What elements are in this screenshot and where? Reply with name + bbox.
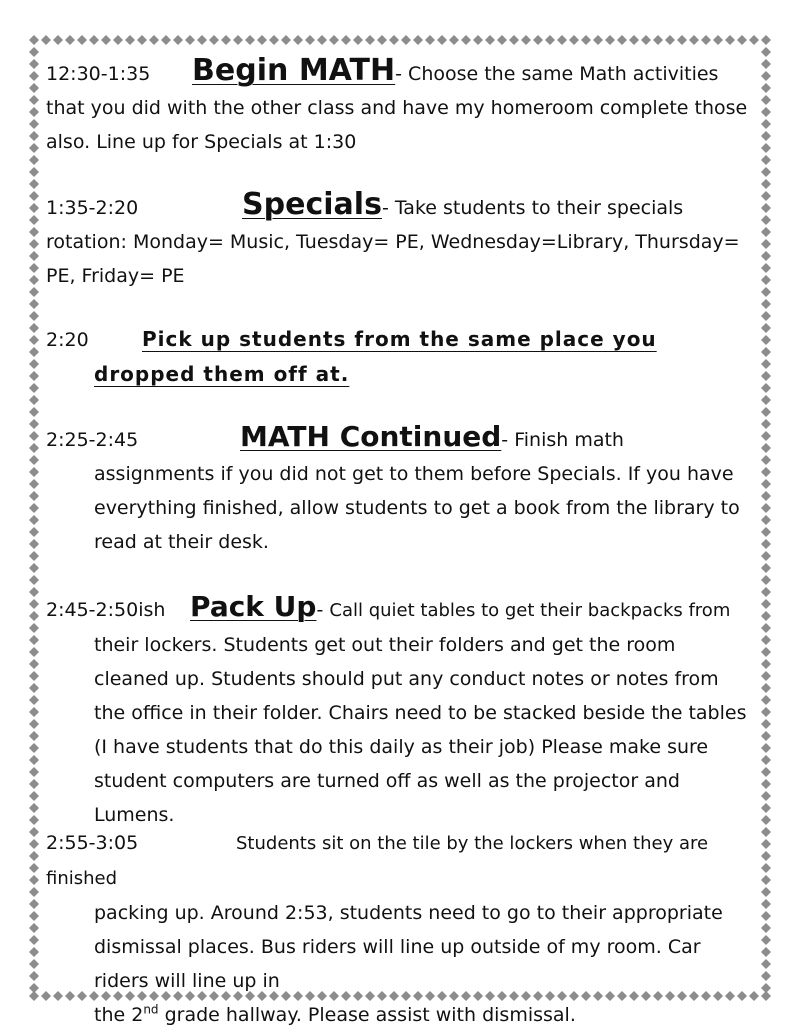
- border-diamond: [29, 407, 39, 417]
- border-diamond: [29, 623, 39, 633]
- entry-text-continued: assignments if you did not get to them before Specials. If you have everything finished, allow students to get a book from the library to read at their desk.: [94, 463, 740, 553]
- border-diamond: [761, 971, 771, 981]
- entry-text-continued: packing up. Around 2:53, students need to go to their appropriate dismissal places. Bus riders will line up outside of my room. Car riders will line up in: [94, 902, 723, 992]
- border-diamond: [761, 803, 771, 813]
- border-diamond: [401, 35, 411, 45]
- border-diamond: [497, 35, 507, 45]
- border-diamond: [761, 287, 771, 297]
- border-diamond: [29, 239, 39, 249]
- border-diamond: [29, 119, 39, 129]
- border-diamond: [29, 791, 39, 801]
- border-diamond: [29, 455, 39, 465]
- border-diamond: [29, 59, 39, 69]
- border-diamond: [761, 599, 771, 609]
- entry-text: Call quiet tables to get their backpacks from: [329, 600, 731, 621]
- border-diamond: [761, 71, 771, 81]
- border-diamond: [29, 851, 39, 861]
- border-diamond: [761, 827, 771, 837]
- border-diamond: [365, 35, 375, 45]
- border-diamond: [377, 35, 387, 45]
- border-diamond: [521, 35, 531, 45]
- border-diamond: [329, 35, 339, 45]
- border-diamond: [761, 323, 771, 333]
- border-diamond: [557, 35, 567, 45]
- border-diamond: [581, 35, 591, 45]
- border-diamond: [233, 35, 243, 45]
- border-diamond: [29, 887, 39, 897]
- border-diamond: [221, 35, 231, 45]
- border-diamond: [29, 287, 39, 297]
- border-diamond: [29, 443, 39, 453]
- border-diamond: [29, 575, 39, 585]
- border-diamond: [29, 779, 39, 789]
- border-diamond: [761, 95, 771, 105]
- border-diamond: [689, 35, 699, 45]
- border-diamond: [113, 35, 123, 45]
- border-diamond: [29, 875, 39, 885]
- border-diamond: [29, 419, 39, 429]
- border-diamond: [761, 959, 771, 969]
- border-diamond: [761, 575, 771, 585]
- border-diamond: [761, 659, 771, 669]
- border-diamond: [29, 251, 39, 261]
- border-diamond: [29, 659, 39, 669]
- border-diamond: [425, 35, 435, 45]
- border-diamond: [761, 119, 771, 129]
- entry-text-end-pre: the 2: [94, 1004, 144, 1026]
- entry-text: Students sit on the tile by the lockers when they are finished: [46, 833, 709, 889]
- border-diamond: [461, 35, 471, 45]
- border-diamond: [761, 683, 771, 693]
- border-diamond: [761, 395, 771, 405]
- entry-heading: MATH Continued: [240, 420, 502, 453]
- entry-dash: -: [381, 197, 389, 219]
- border-diamond: [29, 947, 39, 957]
- border-diamond: [761, 131, 771, 141]
- border-diamond: [209, 35, 219, 45]
- border-diamond: [29, 167, 39, 177]
- border-diamond: [65, 35, 75, 45]
- border-diamond: [29, 671, 39, 681]
- border-diamond: [149, 35, 159, 45]
- border-diamond: [761, 335, 771, 345]
- border-diamond: [605, 35, 615, 45]
- border-diamond: [761, 371, 771, 381]
- border-diamond: [761, 815, 771, 825]
- border-diamond: [269, 35, 279, 45]
- border-diamond: [761, 383, 771, 393]
- border-diamond: [29, 383, 39, 393]
- border-diamond: [641, 35, 651, 45]
- border-diamond: [161, 35, 171, 45]
- border-diamond: [761, 515, 771, 525]
- border-diamond: [749, 35, 759, 45]
- entry-text-end: [46, 998, 754, 1032]
- border-diamond: [761, 635, 771, 645]
- border-diamond: [761, 47, 771, 57]
- entry-time: 2:25-2:45: [46, 429, 139, 451]
- border-diamond: [281, 35, 291, 45]
- border-diamond: [29, 731, 39, 741]
- border-diamond: [701, 35, 711, 45]
- border-diamond: [761, 215, 771, 225]
- border-diamond: [29, 911, 39, 921]
- border-diamond: [29, 959, 39, 969]
- border-diamond: [29, 635, 39, 645]
- border-diamond: [29, 719, 39, 729]
- border-diamond: [29, 335, 39, 345]
- border-diamond: [341, 35, 351, 45]
- border-diamond: [29, 347, 39, 357]
- border-diamond: [29, 767, 39, 777]
- border-diamond: [761, 779, 771, 789]
- border-diamond: [761, 767, 771, 777]
- entry-dash: -: [501, 429, 509, 451]
- border-diamond: [509, 35, 519, 45]
- border-diamond: [761, 227, 771, 237]
- border-diamond: [761, 59, 771, 69]
- border-diamond: [29, 323, 39, 333]
- entry-text-continued: their lockers. Students get out their folders and get the room cleaned up. Students should put any conduct notes or notes from the office in their folder. Chairs need to be stacked beside the tables (I have students that do this daily as their job) Please make sure student computers are turned off as well as the projector and Lumens.: [94, 634, 747, 826]
- border-diamond: [29, 503, 39, 513]
- entry-text: Finish math: [514, 429, 624, 451]
- border-diamond: [437, 35, 447, 45]
- border-diamond: [761, 863, 771, 873]
- border-diamond: [761, 647, 771, 657]
- border-diamond: [89, 35, 99, 45]
- schedule-entry-pickup: [46, 322, 754, 392]
- border-diamond: [449, 35, 459, 45]
- border-diamond: [173, 35, 183, 45]
- entry-heading: Pack Up: [190, 590, 317, 623]
- border-diamond: [29, 527, 39, 537]
- border-diamond: [29, 539, 39, 549]
- border-diamond: [761, 983, 771, 993]
- entry-time: 1:35-2:20: [46, 197, 139, 219]
- border-diamond: [77, 35, 87, 45]
- border-diamond: [29, 551, 39, 561]
- border-diamond: [29, 707, 39, 717]
- border-diamond: [29, 971, 39, 981]
- border-diamond: [29, 275, 39, 285]
- border-diamond: [761, 263, 771, 273]
- border-diamond: [761, 299, 771, 309]
- border-diamond: [761, 407, 771, 417]
- border-diamond: [29, 191, 39, 201]
- border-diamond: [761, 911, 771, 921]
- border-diamond: [29, 95, 39, 105]
- border-diamond: [569, 35, 579, 45]
- border-diamond: [29, 815, 39, 825]
- border-diamond: [29, 215, 39, 225]
- border-diamond: [29, 563, 39, 573]
- border-diamond: [617, 35, 627, 45]
- border-diamond: [29, 35, 39, 45]
- border-diamond: [761, 887, 771, 897]
- entry-text-end-post: grade hallway. Please assist with dismissal.: [158, 1004, 576, 1026]
- border-diamond: [761, 467, 771, 477]
- border-diamond: [29, 647, 39, 657]
- border-diamond: [305, 35, 315, 45]
- border-diamond: [761, 755, 771, 765]
- border-diamond: [761, 935, 771, 945]
- border-diamond: [761, 179, 771, 189]
- border-diamond: [677, 35, 687, 45]
- border-diamond: [761, 551, 771, 561]
- border-diamond: [29, 935, 39, 945]
- border-diamond: [29, 227, 39, 237]
- border-diamond: [245, 35, 255, 45]
- border-diamond: [713, 35, 723, 45]
- border-diamond: [761, 83, 771, 93]
- border-diamond: [761, 743, 771, 753]
- border-diamond: [29, 803, 39, 813]
- schedule-entry-begin-math: [46, 54, 754, 159]
- border-diamond: [257, 35, 267, 45]
- border-diamond: [29, 695, 39, 705]
- border-diamond: [29, 743, 39, 753]
- border-diamond: [317, 35, 327, 45]
- border-diamond: [29, 467, 39, 477]
- border-diamond: [761, 167, 771, 177]
- border-diamond: [761, 479, 771, 489]
- border-diamond: [761, 491, 771, 501]
- border-diamond: [353, 35, 363, 45]
- border-diamond: [761, 191, 771, 201]
- border-diamond: [29, 395, 39, 405]
- border-diamond: [761, 671, 771, 681]
- border-diamond: [761, 899, 771, 909]
- border-diamond: [761, 455, 771, 465]
- entry-text: Choose the same Math activities that you did with the other class and have my homeroom complete those also. Line up for Specials at 1:30: [46, 63, 748, 153]
- border-diamond: [137, 35, 147, 45]
- border-diamond: [29, 83, 39, 93]
- border-diamond: [761, 947, 771, 957]
- border-diamond: [737, 35, 747, 45]
- border-diamond: [653, 35, 663, 45]
- border-diamond: [29, 479, 39, 489]
- border-diamond: [485, 35, 495, 45]
- border-diamond: [761, 839, 771, 849]
- border-diamond: [29, 431, 39, 441]
- border-diamond: [593, 35, 603, 45]
- entry-heading: Begin MATH: [192, 53, 396, 88]
- border-diamond: [29, 203, 39, 213]
- schedule-entry-specials: [46, 188, 754, 293]
- border-diamond: [761, 923, 771, 933]
- border-diamond: [761, 275, 771, 285]
- border-diamond: [29, 827, 39, 837]
- border-diamond: [29, 983, 39, 993]
- border-diamond: [101, 35, 111, 45]
- border-diamond: [29, 599, 39, 609]
- border-diamond: [29, 263, 39, 273]
- border-diamond: [629, 35, 639, 45]
- border-diamond: [761, 587, 771, 597]
- border-diamond: [761, 623, 771, 633]
- border-diamond: [29, 923, 39, 933]
- border-diamond: [761, 251, 771, 261]
- border-diamond: [761, 851, 771, 861]
- schedule-entry-math-continued: [46, 420, 754, 559]
- entry-time: 12:30-1:35: [46, 63, 151, 85]
- border-diamond: [761, 719, 771, 729]
- schedule-entry-dismissal: [46, 826, 754, 1032]
- border-diamond: [761, 311, 771, 321]
- entry-time: 2:20: [46, 329, 89, 351]
- entry-dash: -: [395, 63, 402, 85]
- border-diamond: [545, 35, 555, 45]
- schedule-entry-pack-up: [46, 590, 754, 832]
- border-diamond: [761, 611, 771, 621]
- border-diamond: [29, 131, 39, 141]
- border-diamond: [29, 491, 39, 501]
- entry-text: Take students to their specials rotation: Monday= Music, Tuesday= PE, Wednesday=Library, Thursday= PE, Friday= PE: [46, 197, 740, 287]
- border-diamond: [29, 107, 39, 117]
- border-diamond: [761, 143, 771, 153]
- border-diamond: [29, 311, 39, 321]
- border-diamond: [761, 443, 771, 453]
- border-diamond: [29, 863, 39, 873]
- border-diamond: [761, 431, 771, 441]
- border-diamond: [761, 35, 771, 45]
- border-diamond: [761, 707, 771, 717]
- border-diamond: [29, 299, 39, 309]
- border-diamond: [41, 35, 51, 45]
- border-diamond: [761, 695, 771, 705]
- border-diamond: [761, 731, 771, 741]
- border-diamond: [413, 35, 423, 45]
- border-diamond: [29, 371, 39, 381]
- border-diamond: [29, 155, 39, 165]
- border-diamond: [29, 587, 39, 597]
- border-diamond: [761, 359, 771, 369]
- border-diamond: [533, 35, 543, 45]
- entry-time: 2:45-2:50ish: [46, 599, 166, 621]
- border-diamond: [389, 35, 399, 45]
- border-diamond: [293, 35, 303, 45]
- ordinal-suffix: nd: [143, 1002, 159, 1017]
- border-diamond: [761, 347, 771, 357]
- border-diamond: [53, 35, 63, 45]
- border-diamond: [29, 839, 39, 849]
- border-diamond: [761, 503, 771, 513]
- border-diamond: [665, 35, 675, 45]
- border-diamond: [29, 515, 39, 525]
- entry-text: Pick up students from the same place you dropped them off at.: [94, 327, 657, 386]
- border-diamond: [29, 179, 39, 189]
- border-diamond: [761, 203, 771, 213]
- border-diamond: [29, 359, 39, 369]
- border-diamond: [29, 755, 39, 765]
- border-diamond: [29, 47, 39, 57]
- entry-heading: Specials: [242, 187, 382, 222]
- border-diamond: [761, 239, 771, 249]
- border-diamond: [29, 683, 39, 693]
- border-diamond: [29, 611, 39, 621]
- border-diamond: [761, 107, 771, 117]
- entry-time: 2:55-3:05: [46, 832, 139, 854]
- border-diamond: [761, 539, 771, 549]
- border-diamond: [761, 791, 771, 801]
- border-diamond: [761, 155, 771, 165]
- border-diamond: [29, 143, 39, 153]
- border-diamond: [29, 899, 39, 909]
- border-diamond: [761, 563, 771, 573]
- entry-dash: -: [316, 599, 324, 621]
- border-diamond: [761, 419, 771, 429]
- border-diamond: [185, 35, 195, 45]
- border-diamond: [725, 35, 735, 45]
- border-diamond: [125, 35, 135, 45]
- border-diamond: [29, 71, 39, 81]
- border-diamond: [761, 527, 771, 537]
- border-diamond: [761, 875, 771, 885]
- border-diamond: [197, 35, 207, 45]
- border-diamond: [473, 35, 483, 45]
